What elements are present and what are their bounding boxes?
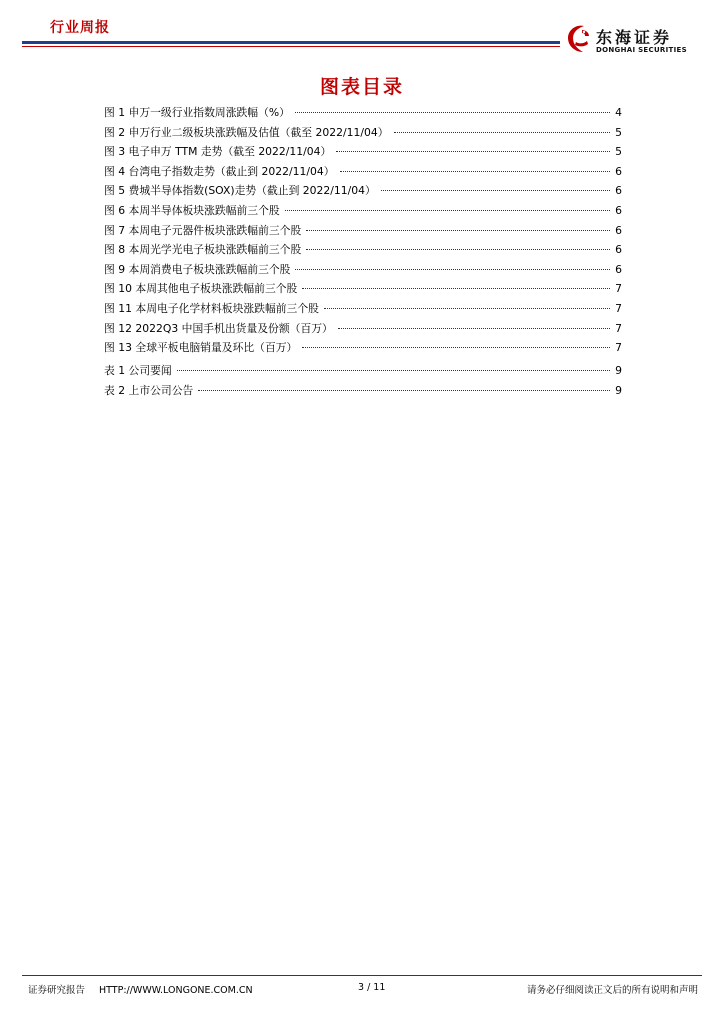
toc-entry-page: 7: [615, 341, 622, 355]
footer-left: [28, 982, 253, 996]
toc-leader-dots: [336, 150, 610, 152]
toc-leader-dots: [338, 327, 610, 329]
header-rule-accent: [22, 46, 560, 47]
toc-entry-label: 表 2 上市公司公告: [104, 383, 194, 397]
figure-toc-entry[interactable]: [104, 338, 622, 358]
toc-entry-page: 7: [615, 321, 622, 335]
figure-toc-entry[interactable]: [104, 240, 622, 260]
dragon-logo-icon: [562, 22, 594, 56]
toc-entry-page: 6: [615, 262, 622, 276]
toc-leader-dots: [302, 346, 610, 348]
toc-entry-label: 图 2 申万行业二级板块涨跌幅及估值（截至 2022/11/04）: [104, 125, 389, 139]
toc-entry-label: 表 1 公司要闻: [104, 364, 172, 377]
toc-leader-dots: [295, 111, 610, 113]
toc-entry-page: 5: [615, 145, 622, 159]
toc-leader-dots: [394, 131, 611, 133]
toc-entry-page: 9: [615, 364, 622, 377]
toc-entry-page: 6: [615, 223, 622, 237]
figure-toc-entry[interactable]: [104, 279, 622, 299]
toc-entry-page: 7: [615, 301, 622, 315]
table-toc-entry[interactable]: [104, 381, 622, 401]
toc-entry-label: 图 12 2022Q3 中国手机出货量及份额（百万）: [104, 321, 333, 335]
toc-entry-label: 图 7 本周电子元器件板块涨跌幅前三个股: [104, 223, 302, 237]
toc-leader-dots: [198, 389, 610, 391]
toc-entry-label: 图 3 电子申万 TTM 走势（截至 2022/11/04）: [104, 145, 332, 159]
toc-entry-label: 图 5 费城半导体指数(SOX)走势（截止到 2022/11/04）: [104, 184, 376, 198]
toc-entry-label: 图 11 本周电子化学材料板块涨跌幅前三个股: [104, 301, 319, 315]
table-toc-entry[interactable]: [104, 361, 622, 381]
toc-leader-dots: [295, 268, 610, 270]
figure-toc-entry[interactable]: [104, 221, 622, 241]
figure-toc-entry[interactable]: [104, 319, 622, 339]
figure-toc-entry[interactable]: [104, 299, 622, 319]
toc-entry-page: 7: [615, 282, 622, 296]
toc-leader-dots: [381, 189, 610, 191]
toc-entry-page: 6: [615, 243, 622, 257]
toc-entry-label: 图 6 本周半导体板块涨跌幅前三个股: [104, 203, 280, 217]
footer-report-label: 证券研究报告: [28, 985, 86, 996]
page-number: 3 / 11: [358, 982, 386, 993]
figure-toc-entry[interactable]: [104, 201, 622, 221]
toc-leader-dots: [177, 369, 610, 371]
toc-leader-dots: [340, 170, 611, 172]
footer-rule: [22, 975, 702, 976]
toc-entry-page: 5: [615, 125, 622, 139]
figure-toc-entry[interactable]: [104, 162, 622, 182]
footer-disclaimer: 请务必仔细阅读正文后的所有说明和声明: [526, 985, 698, 996]
toc-entry-label: 图 10 本周其他电子板块涨跌幅前三个股: [104, 282, 298, 296]
page-header: [0, 0, 724, 60]
toc-entry-page: 9: [615, 383, 622, 397]
toc-entry-page: 6: [615, 164, 622, 178]
footer-website-link[interactable]: HTTP://WWW.LONGONE.COM.CN: [99, 985, 253, 996]
toc-entry-label: 图 8 本周光学光电子板块涨跌幅前三个股: [104, 243, 302, 257]
toc-entry-label: 图 13 全球平板电脑销量及环比（百万）: [104, 341, 298, 355]
toc-leader-dots: [285, 209, 610, 211]
table-list: [104, 361, 622, 400]
figure-list: [104, 103, 622, 358]
report-type-label: 行业周报: [50, 20, 110, 36]
company-logo: [562, 22, 702, 62]
figure-toc-entry[interactable]: [104, 103, 622, 123]
toc-title: 图表目录: [319, 76, 404, 98]
figure-toc-entry[interactable]: [104, 142, 622, 162]
logo-english-name: DONGHAI SECURITIES: [596, 46, 687, 54]
toc-leader-dots: [306, 229, 610, 231]
toc-entry-page: 4: [615, 106, 622, 119]
toc-entry-page: 6: [615, 203, 622, 217]
toc-entry-label: 图 9 本周消费电子板块涨跌幅前三个股: [104, 262, 291, 276]
header-rule: [22, 41, 560, 44]
toc-leader-dots: [302, 287, 610, 289]
page-footer: [28, 982, 698, 996]
toc-entry-label: 图 4 台湾电子指数走势（截止到 2022/11/04）: [104, 164, 335, 178]
logo-chinese-name: 东海证券: [596, 28, 673, 47]
toc-entry-page: 6: [615, 184, 622, 198]
figure-toc-entry[interactable]: [104, 123, 622, 143]
toc-entry-label: 图 1 申万一级行业指数周涨跌幅（%）: [104, 106, 290, 119]
figure-toc-entry[interactable]: [104, 260, 622, 280]
figure-toc-entry[interactable]: [104, 181, 622, 201]
toc-leader-dots: [324, 307, 610, 309]
toc-leader-dots: [306, 248, 610, 250]
